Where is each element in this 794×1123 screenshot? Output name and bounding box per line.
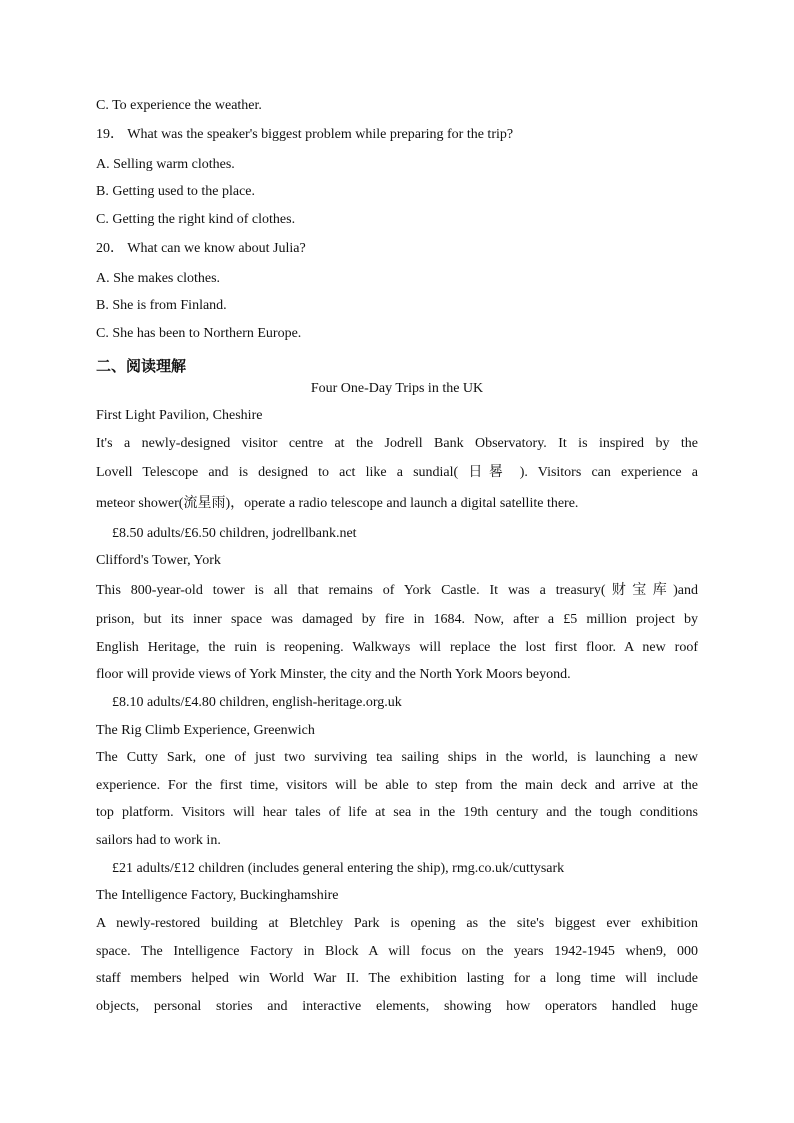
paragraph-line: A newly-restored building at Bletchley Park is opening as the site's biggest ever exhibition	[96, 916, 698, 931]
paragraph-line: objects, personal stories and interactive elements, showing how operators handled huge	[96, 999, 698, 1014]
question-20: 20． What can we know about Julia?	[96, 241, 306, 256]
trip-price: £8.50 adults/£6.50 children, jodrellbank.net	[112, 526, 357, 541]
trip-heading: First Light Pavilion, Cheshire	[96, 408, 263, 423]
trip-price: £8.10 adults/£4.80 children, english-heritage.org.uk	[112, 695, 402, 710]
paragraph-line: sailors had to work in.	[96, 833, 221, 848]
paragraph-line: The Cutty Sark, one of just two surviving tea sailing ships in the world, is launching a new	[96, 750, 698, 765]
paragraph-line: meteor shower(流星雨)，operate a radio telescope and launch a digital satellite there.	[96, 496, 579, 511]
option-18-c: C. To experience the weather.	[96, 98, 262, 113]
paragraph-line: staff members helped win World War II. The exhibition lasting for a long time will include	[96, 971, 698, 986]
option-20-c: C. She has been to Northern Europe.	[96, 326, 302, 341]
question-19: 19． What was the speaker's biggest problem while preparing for the trip?	[96, 127, 514, 142]
paragraph-line: This 800-year-old tower is all that remains of York Castle. It was a treasury(财宝库)and	[96, 583, 698, 598]
trip-heading: Clifford's Tower, York	[96, 553, 221, 568]
paragraph-line: top platform. Visitors will hear tales of life at sea in the 19th century and the tough conditions	[96, 805, 698, 820]
paragraph-line: English Heritage, the ruin is reopening. Walkways will replace the lost first floor. A new roof	[96, 640, 698, 655]
option-19-a: A. Selling warm clothes.	[96, 157, 235, 172]
trip-price: £21 adults/£12 children (includes general entering the ship), rmg.co.uk/cuttysark	[112, 861, 565, 876]
trip-heading: The Rig Climb Experience, Greenwich	[96, 723, 315, 738]
option-20-b: B. She is from Finland.	[96, 298, 227, 313]
paragraph-line: experience. For the first time, visitors will be able to step from the main deck and arrive at the	[96, 778, 698, 793]
paragraph-line: floor will provide views of York Minster, the city and the North York Moors beyond.	[96, 667, 571, 682]
option-20-a: A. She makes clothes.	[96, 271, 221, 286]
paragraph-line: Lovell Telescope and is designed to act like a sundial( 日晷 ). Visitors can experience a	[96, 465, 698, 480]
paragraph-line: space. The Intelligence Factory in Block A will focus on the years 1942-1945 when9, 000	[96, 944, 698, 959]
passage-title: Four One-Day Trips in the UK	[310, 381, 484, 396]
option-19-b: B. Getting used to the place.	[96, 184, 256, 199]
option-19-c: C. Getting the right kind of clothes.	[96, 212, 296, 227]
trip-heading: The Intelligence Factory, Buckinghamshire	[96, 888, 339, 903]
paragraph-line: It's a newly-designed visitor centre at the Jodrell Bank Observatory. It is inspired by the	[96, 436, 698, 451]
paragraph-line: prison, but its inner space was damaged by fire in 1684. Now, after a £5 million project by	[96, 612, 698, 627]
section-heading: 二、阅读理解	[96, 357, 187, 375]
